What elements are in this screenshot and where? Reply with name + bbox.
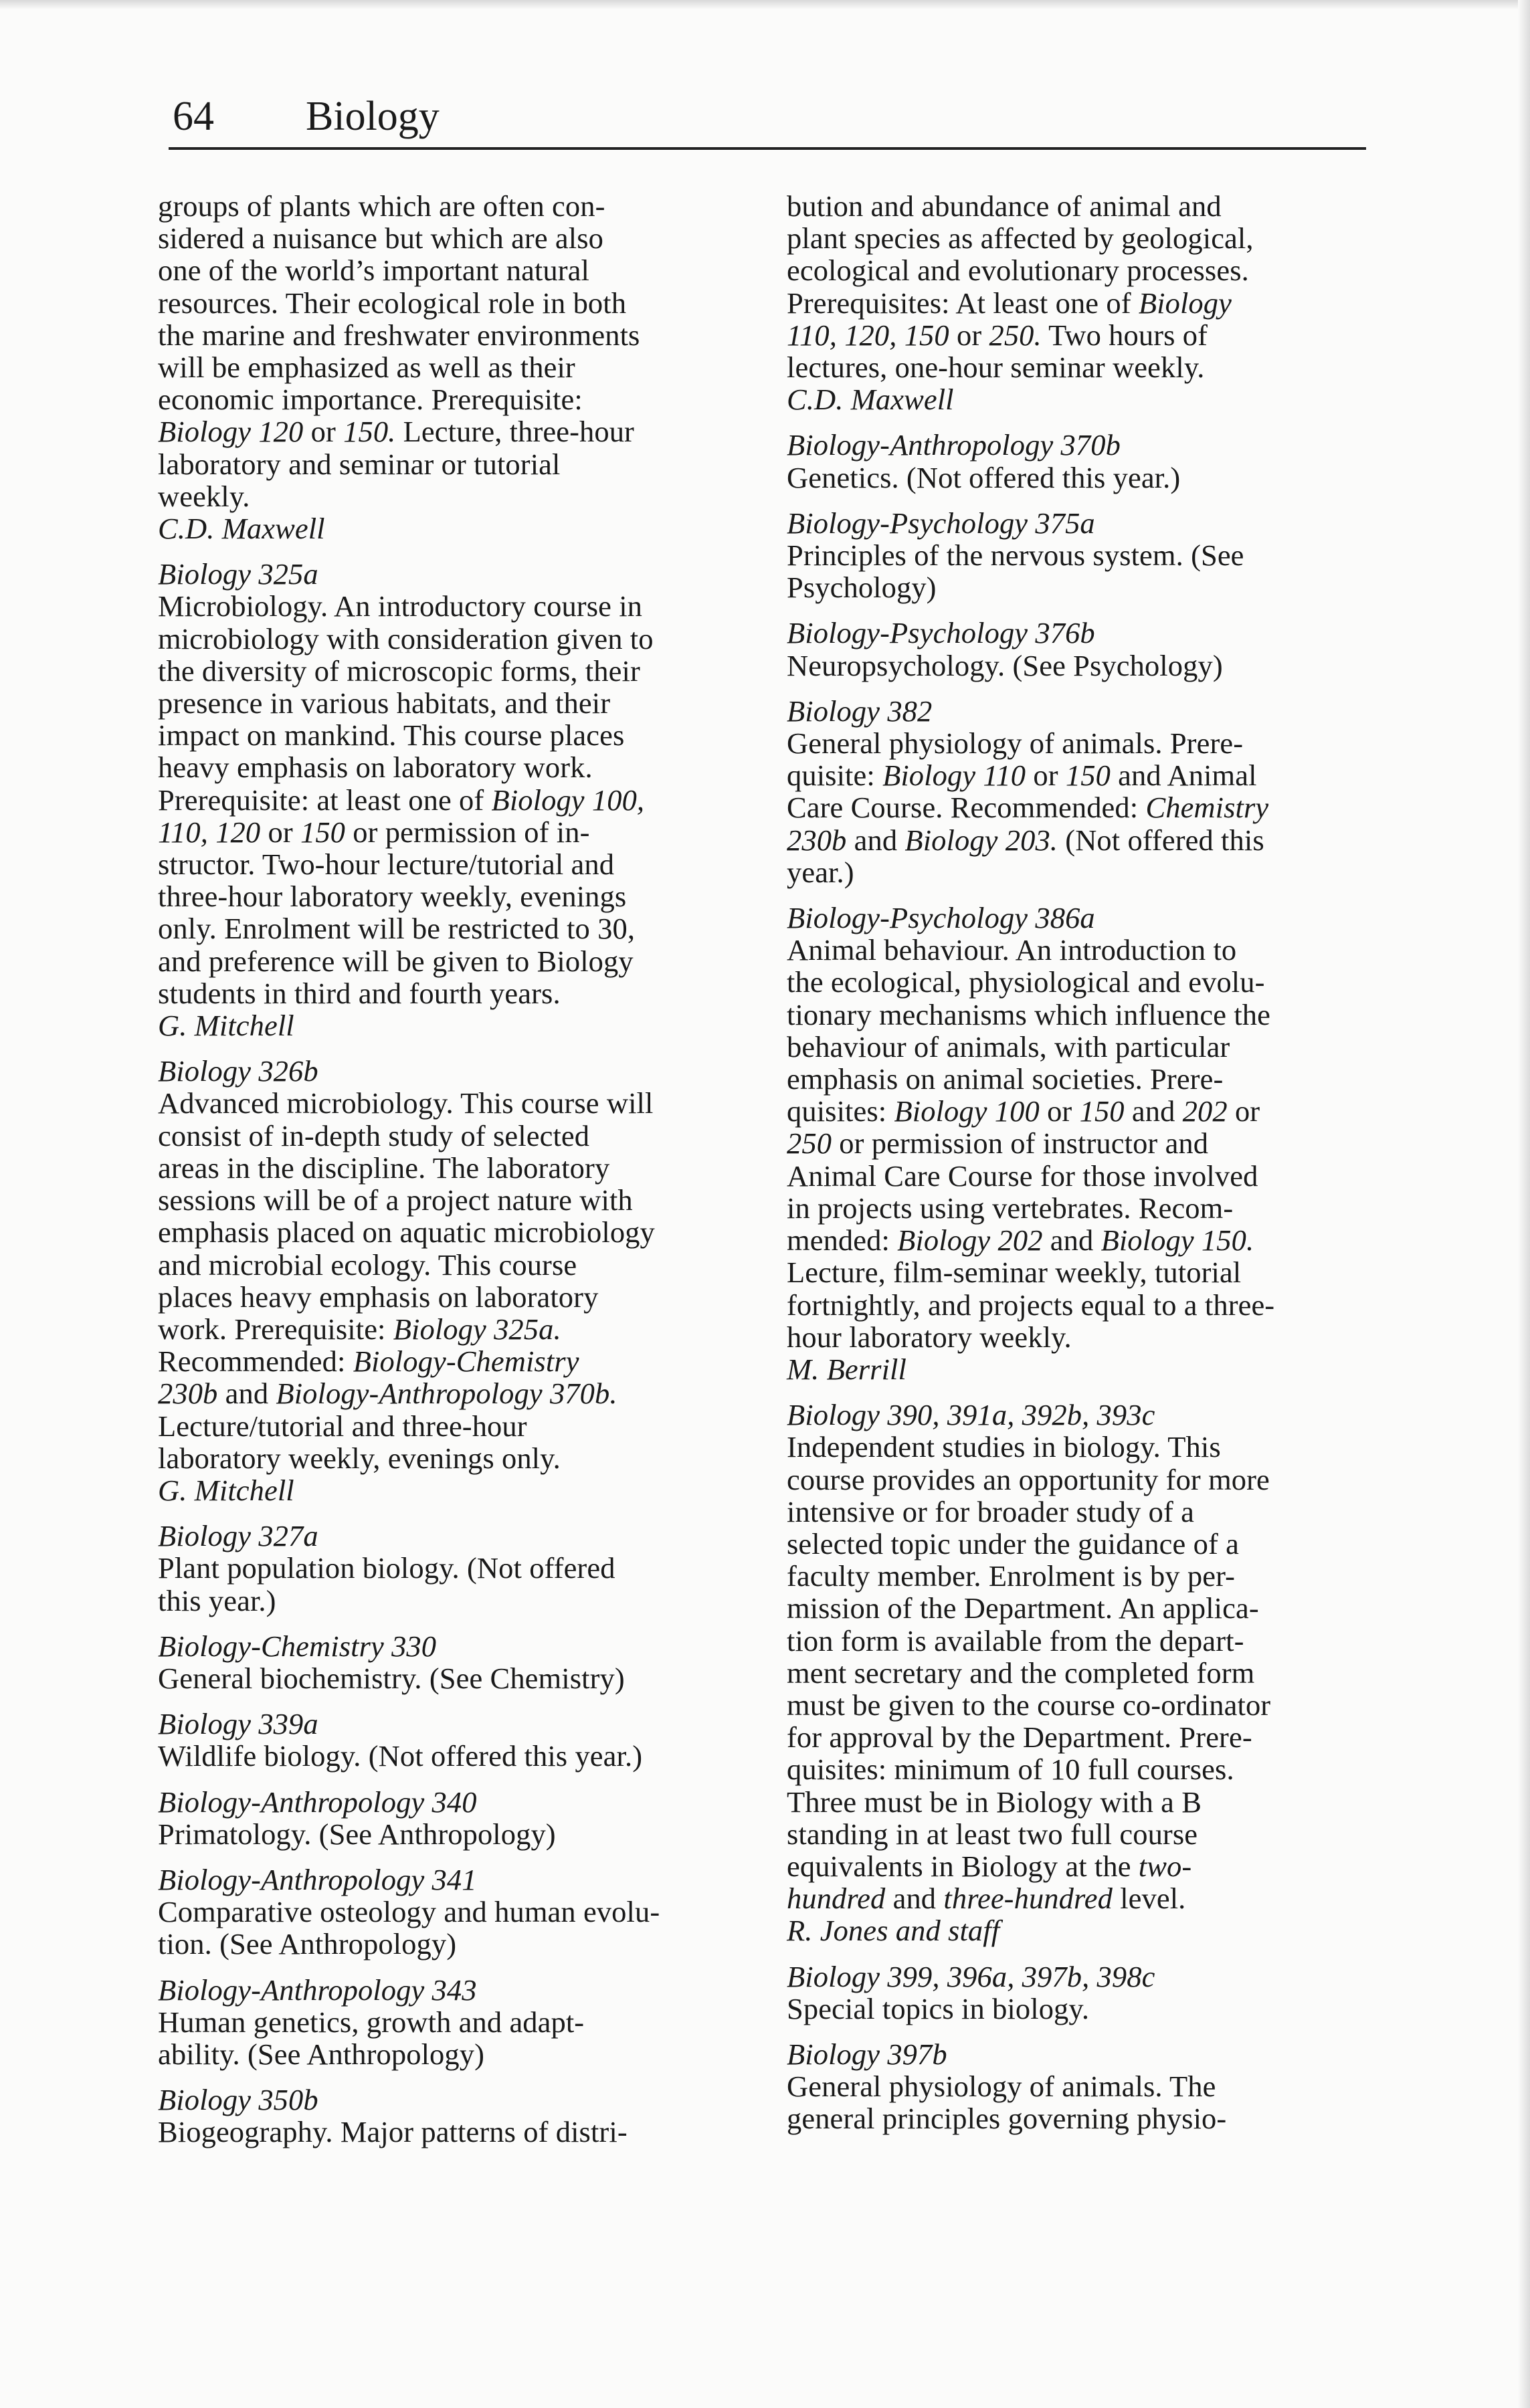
entry-gap (787, 1947, 1375, 1961)
text-line (158, 319, 747, 351)
text-run: for approval by the Department. Prere- (787, 1720, 1252, 1754)
italic-text: G. Mitchell (158, 1473, 294, 1507)
italic-text: G. Mitchell (158, 1009, 294, 1043)
text-run: Biogeography. Major patterns of distri- (158, 2115, 628, 2149)
text-run: ecological and evolutionary processes. (787, 254, 1249, 288)
italic-text: Biology-Anthropology 370b. (276, 1377, 617, 1411)
italic-text: Biology 150. (1101, 1223, 1254, 1258)
italic-text: Biology 397b (787, 2037, 947, 2071)
text-line (787, 1721, 1375, 1753)
text-line (158, 945, 747, 977)
entry-gap (158, 1694, 747, 1708)
entry-gap (787, 494, 1375, 507)
text-run: or (1227, 1094, 1260, 1128)
text-run: emphasis on animal societies. Prere- (787, 1062, 1224, 1096)
text-run: tionary mechanisms which influence the (787, 997, 1270, 1031)
text-line (158, 480, 747, 512)
text-run: sidered a nuisance but which are also (158, 221, 604, 256)
italic-text: 230b (787, 823, 847, 857)
italic-text: Chemistry (1145, 791, 1269, 825)
text-line (158, 1662, 747, 1694)
text-line (787, 2070, 1375, 2102)
entry-gap (158, 544, 747, 558)
italic-text: Biology-Chemistry 330 (158, 1629, 437, 1663)
italic-text: 202 (1182, 1094, 1228, 1128)
text-run: year.) (787, 855, 854, 889)
text-run: ment secretary and the completed form (787, 1656, 1255, 1690)
text-run: Microbiology. An introductory course in (158, 589, 643, 623)
text-line (787, 1850, 1375, 1882)
entry-gap (787, 1385, 1375, 1399)
text-run: and (1124, 1094, 1183, 1128)
text-run: or permission of in- (345, 815, 590, 849)
text-line (787, 902, 1375, 934)
text-run: Advanced microbiology. This course will (158, 1086, 654, 1120)
text-line (158, 590, 747, 622)
text-line (158, 2038, 747, 2070)
italic-text: Biology 327a (158, 1519, 318, 1553)
text-run: this year.) (158, 1583, 276, 1617)
text-line (158, 1184, 747, 1216)
text-line (787, 727, 1375, 759)
text-line (787, 1256, 1375, 1288)
text-line (787, 1993, 1375, 2025)
italic-text: Biology 399, 396a, 397b, 398c (787, 1959, 1155, 1993)
text-line (158, 512, 747, 544)
text-line (158, 1249, 747, 1281)
text-line (158, 687, 747, 719)
text-run: students in third and fourth years. (158, 976, 561, 1010)
text-line (787, 649, 1375, 682)
text-run: General biochemistry. (See Chemistry) (158, 1661, 625, 1695)
text-run: general principles governing physio- (787, 2102, 1227, 2136)
text-run: and (885, 1882, 944, 1916)
text-run: presence in various habitats, and their (158, 686, 611, 720)
text-run: lectures, one-hour seminar weekly. (787, 350, 1205, 385)
section-title: Biology (306, 94, 440, 139)
text-run: or permission of instructor and (832, 1126, 1209, 1161)
italic-text: 150. (343, 415, 396, 449)
text-line (158, 1740, 747, 1772)
italic-text: 110, 120, 150 (787, 318, 949, 352)
text-line (787, 934, 1375, 966)
text-run: the ecological, physiological and evolu- (787, 965, 1265, 999)
text-run: tion form is available from the depart- (787, 1623, 1244, 1658)
italic-text: Biology 339a (158, 1707, 318, 1741)
text-line (787, 1560, 1375, 1592)
text-line (158, 1928, 747, 1960)
text-run: intensive or for broader study of a (787, 1494, 1195, 1528)
entry-gap (158, 1617, 747, 1630)
italic-text: Biology-Chemistry (353, 1344, 579, 1379)
text-run: Human genetics, growth and adapt- (158, 2005, 585, 2039)
text-line (158, 1552, 747, 1584)
text-run: microbiology with consideration given to (158, 621, 654, 656)
text-line (787, 1399, 1375, 1431)
text-line (787, 462, 1375, 494)
text-run: Prerequisite: at least one of (158, 783, 492, 817)
italic-text: 110, 120 (158, 815, 261, 849)
text-line (158, 2116, 747, 2148)
text-line (158, 1410, 747, 1442)
italic-text: 150 (1065, 759, 1111, 793)
text-line (787, 966, 1375, 998)
text-line (787, 1753, 1375, 1785)
entry-gap (787, 603, 1375, 617)
text-line (158, 415, 747, 447)
text-run: General physiology of animals. Prere- (787, 726, 1244, 761)
text-line (158, 2084, 747, 2116)
text-line (158, 1152, 747, 1184)
italic-text: Biology 350b (158, 2083, 318, 2117)
italic-text: Biology 325a. (393, 1312, 561, 1346)
entry-gap (158, 1041, 747, 1055)
text-run: quisites: (787, 1094, 894, 1128)
text-run: areas in the discipline. The laboratory (158, 1150, 610, 1185)
text-line (787, 429, 1375, 461)
text-line (158, 1474, 747, 1506)
text-line (787, 190, 1375, 222)
text-run: Two hours of (1041, 318, 1208, 352)
italic-text: 230b (158, 1377, 218, 1411)
italic-text: Biology-Psychology 386a (787, 901, 1095, 935)
text-run: consist of in-depth study of selected (158, 1118, 590, 1152)
text-line (787, 287, 1375, 319)
text-line (787, 2038, 1375, 2070)
italic-text: C.D. Maxwell (158, 512, 325, 546)
text-run: and (1042, 1223, 1101, 1258)
text-line (158, 751, 747, 783)
text-run: Care Course. Recommended: (787, 791, 1146, 825)
text-run: only. Enrolment will be restricted to 30, (158, 912, 636, 946)
text-line (787, 507, 1375, 539)
text-line (787, 222, 1375, 254)
page-number: 64 (173, 94, 214, 139)
left-column (158, 190, 747, 2148)
text-run: or (1026, 759, 1066, 793)
text-line (158, 719, 747, 751)
text-run: level. (1112, 1882, 1186, 1916)
text-run: Psychology) (787, 571, 937, 605)
text-line (158, 287, 747, 319)
italic-text: Biology 325a (158, 557, 318, 591)
text-run: and microbial ecology. This course (158, 1247, 577, 1282)
entry-gap (787, 888, 1375, 902)
text-line (787, 2102, 1375, 2134)
text-line (158, 1055, 747, 1087)
text-run: fortnightly, and projects equal to a three- (787, 1288, 1275, 1322)
text-line (787, 1882, 1375, 1914)
italic-text: 150 (300, 815, 346, 849)
entry-gap (787, 682, 1375, 695)
italic-text: Biology 120 (158, 415, 304, 449)
text-run: quisites: minimum of 10 full courses. (787, 1752, 1234, 1787)
text-line (158, 1896, 747, 1928)
text-line (787, 1095, 1375, 1127)
text-run: and preference will be given to Biology (158, 944, 634, 978)
italic-text: Biology 110 (882, 759, 1026, 793)
text-run: economic importance. Prerequisite: (158, 383, 583, 417)
text-line (158, 880, 747, 912)
text-line (158, 2006, 747, 2038)
text-line (158, 1087, 747, 1119)
italic-text: Biology 100, (491, 783, 645, 817)
text-run: bution and abundance of animal and (787, 189, 1222, 223)
text-run: course provides an opportunity for more (787, 1462, 1270, 1496)
right-column (787, 190, 1375, 2135)
text-run: tion. (See Anthropology) (158, 1927, 457, 1961)
header-rule (169, 147, 1366, 150)
text-line (158, 1520, 747, 1552)
text-run: work. Prerequisite: (158, 1312, 393, 1346)
text-line (787, 1192, 1375, 1224)
text-line (787, 1592, 1375, 1624)
italic-text: Biology-Anthropology 343 (158, 1973, 477, 2007)
italic-text: 250 (787, 1126, 832, 1161)
text-run: heavy emphasis on laboratory work. (158, 750, 593, 785)
italic-text: M. Berrill (787, 1352, 906, 1386)
text-run: ability. (See Anthropology) (158, 2037, 485, 2071)
text-run: Genetics. (Not offered this year.) (787, 460, 1181, 494)
page-edge (0, 0, 1530, 9)
text-run: the diversity of microscopic forms, their (158, 654, 640, 688)
text-line (787, 617, 1375, 649)
text-line (787, 1031, 1375, 1063)
text-run: Neuropsychology. (See Psychology) (787, 648, 1223, 682)
text-line (158, 1442, 747, 1474)
text-run: mission of the Department. An applica- (787, 1591, 1259, 1625)
text-run: equivalents in Biology at the (787, 1849, 1139, 1883)
text-line (158, 848, 747, 880)
text-run: Independent studies in biology. This (787, 1430, 1221, 1464)
text-line (158, 1120, 747, 1152)
text-run: behaviour of animals, with particular (787, 1029, 1230, 1064)
text-line (787, 254, 1375, 286)
text-run: mended: (787, 1223, 898, 1258)
text-run: or (949, 318, 989, 352)
text-line (787, 1496, 1375, 1528)
text-run: impact on mankind. This course places (158, 718, 625, 752)
text-line (787, 1914, 1375, 1946)
text-run: three-hour laboratory weekly, evenings (158, 880, 627, 914)
text-line (158, 977, 747, 1009)
text-line (787, 1464, 1375, 1496)
text-run: quisite: (787, 759, 883, 793)
text-line (158, 351, 747, 383)
entry-gap (158, 2070, 747, 2084)
text-line (787, 1063, 1375, 1095)
text-line (787, 1353, 1375, 1385)
text-run: plant species as affected by geological, (787, 221, 1254, 256)
text-run: Recommended: (158, 1344, 353, 1379)
text-line (158, 448, 747, 480)
text-line (158, 623, 747, 655)
text-run: Primatology. (See Anthropology) (158, 1817, 556, 1851)
text-run: emphasis placed on aquatic microbiology (158, 1215, 655, 1249)
italic-text: Biology-Psychology 375a (787, 506, 1095, 540)
italic-text: Biology 202 (897, 1223, 1043, 1258)
italic-text: Biology-Psychology 376b (787, 616, 1095, 650)
page-header (169, 79, 1366, 154)
text-line (787, 759, 1375, 791)
text-run: sessions will be of a project nature with (158, 1183, 633, 1217)
text-line (158, 558, 747, 590)
italic-text: three-hundred (943, 1882, 1113, 1916)
italic-text: Biology 390, 391a, 392b, 393c (787, 1398, 1155, 1432)
text-run: must be given to the course co-ordinator (787, 1688, 1271, 1722)
text-line (158, 1974, 747, 2006)
entry-gap (158, 1506, 747, 1520)
text-run: weekly. (158, 479, 250, 513)
text-line (158, 254, 747, 286)
text-line (158, 784, 747, 816)
italic-text: hundred (787, 1882, 886, 1916)
italic-text: Biology 382 (787, 694, 933, 728)
text-line (158, 655, 747, 687)
text-run: one of the world’s important natural (158, 254, 589, 288)
text-line (158, 1708, 747, 1740)
text-line (787, 1528, 1375, 1560)
italic-text: Biology 100 (894, 1094, 1040, 1128)
italic-text: Biology (1138, 286, 1232, 320)
text-run: selected topic under the guidance of a (787, 1526, 1239, 1561)
text-line (158, 1216, 747, 1248)
text-run: or (1039, 1094, 1080, 1128)
text-line (787, 999, 1375, 1031)
text-line (158, 222, 747, 254)
text-line (158, 1585, 747, 1617)
text-line (158, 1345, 747, 1377)
entry-gap (158, 1850, 747, 1864)
text-line (787, 571, 1375, 603)
text-run: Plant population biology. (Not offered (158, 1551, 615, 1585)
italic-text: 150 (1079, 1094, 1125, 1128)
entry-gap (158, 1961, 747, 1974)
text-run: Lecture, film-seminar weekly, tutorial (787, 1256, 1242, 1290)
text-line (787, 1321, 1375, 1353)
text-line (158, 190, 747, 222)
text-line (158, 1864, 747, 1896)
text-run: resources. Their ecological role in both (158, 286, 627, 320)
italic-text: Biology-Anthropology 340 (158, 1785, 477, 1819)
italic-text: 250. (989, 318, 1042, 352)
italic-text: Biology 203. (904, 823, 1058, 857)
text-run: or (303, 415, 344, 449)
text-line (158, 1630, 747, 1662)
text-run: General physiology of animals. The (787, 2070, 1216, 2104)
text-run: places heavy emphasis on laboratory (158, 1280, 599, 1314)
text-line (787, 1818, 1375, 1850)
text-line (787, 383, 1375, 415)
text-run: or (260, 815, 300, 849)
text-line (787, 1961, 1375, 1993)
text-line (787, 1689, 1375, 1721)
text-run: and (846, 823, 905, 857)
text-line (158, 1786, 747, 1818)
italic-text: R. Jones and staff (787, 1914, 1000, 1948)
entry-gap (158, 1773, 747, 1786)
italic-text: two- (1138, 1849, 1192, 1883)
entry-gap (787, 415, 1375, 429)
text-run: in projects using vertebrates. Recom- (787, 1191, 1234, 1225)
text-run: structor. Two-hour lecture/tutorial and (158, 847, 615, 882)
text-line (787, 1160, 1375, 1192)
text-line (787, 1127, 1375, 1159)
text-line (787, 351, 1375, 383)
text-line (787, 695, 1375, 727)
text-run: and (217, 1377, 276, 1411)
text-line (787, 539, 1375, 571)
text-line (158, 383, 747, 415)
text-line (158, 816, 747, 848)
text-line (787, 1657, 1375, 1689)
text-run: Special topics in biology. (787, 1991, 1090, 2025)
text-run: laboratory and seminar or tutorial (158, 447, 561, 481)
text-run: and Animal (1110, 759, 1257, 793)
text-line (158, 1377, 747, 1409)
text-run: standing in at least two full course (787, 1817, 1198, 1851)
text-run: Lecture, three-hour (395, 415, 634, 449)
text-run: faculty member. Enrolment is by per- (787, 1559, 1236, 1593)
italic-text: C.D. Maxwell (787, 383, 954, 417)
italic-text: Biology-Anthropology 370b (787, 428, 1121, 462)
text-run: laboratory weekly, evenings only. (158, 1441, 561, 1475)
text-line (787, 824, 1375, 856)
text-line (158, 1313, 747, 1345)
text-line (787, 856, 1375, 888)
italic-text: Biology-Anthropology 341 (158, 1862, 477, 1896)
text-line (158, 1281, 747, 1313)
text-run: Animal Care Course for those involved (787, 1159, 1258, 1193)
text-run: hour laboratory weekly. (787, 1320, 1072, 1354)
text-run: Principles of the nervous system. (See (787, 538, 1244, 573)
entry-gap (787, 2025, 1375, 2038)
text-run: Prerequisites: At least one of (787, 286, 1139, 320)
text-run: Comparative osteology and human evolu- (158, 1895, 660, 1929)
text-line (787, 1289, 1375, 1321)
text-line (787, 791, 1375, 823)
text-line (158, 1818, 747, 1850)
text-run: (Not offered this (1058, 823, 1264, 857)
text-run: Wildlife biology. (Not offered this year.) (158, 1739, 643, 1773)
text-run: will be emphasized as well as their (158, 350, 575, 385)
text-run: Three must be in Biology with a B (787, 1785, 1202, 1819)
text-line (158, 1009, 747, 1041)
text-line (158, 912, 747, 944)
text-line (787, 1224, 1375, 1256)
text-line (787, 1625, 1375, 1657)
text-line (787, 1431, 1375, 1463)
text-line (787, 1786, 1375, 1818)
text-run: groups of plants which are often con- (158, 189, 605, 223)
text-run: Lecture/tutorial and three-hour (158, 1409, 527, 1443)
italic-text: Biology 326b (158, 1054, 318, 1088)
text-line (787, 319, 1375, 351)
text-run: the marine and freshwater environments (158, 318, 640, 352)
text-run: Animal behaviour. An introduction to (787, 933, 1237, 967)
page-edge (1518, 0, 1530, 2408)
